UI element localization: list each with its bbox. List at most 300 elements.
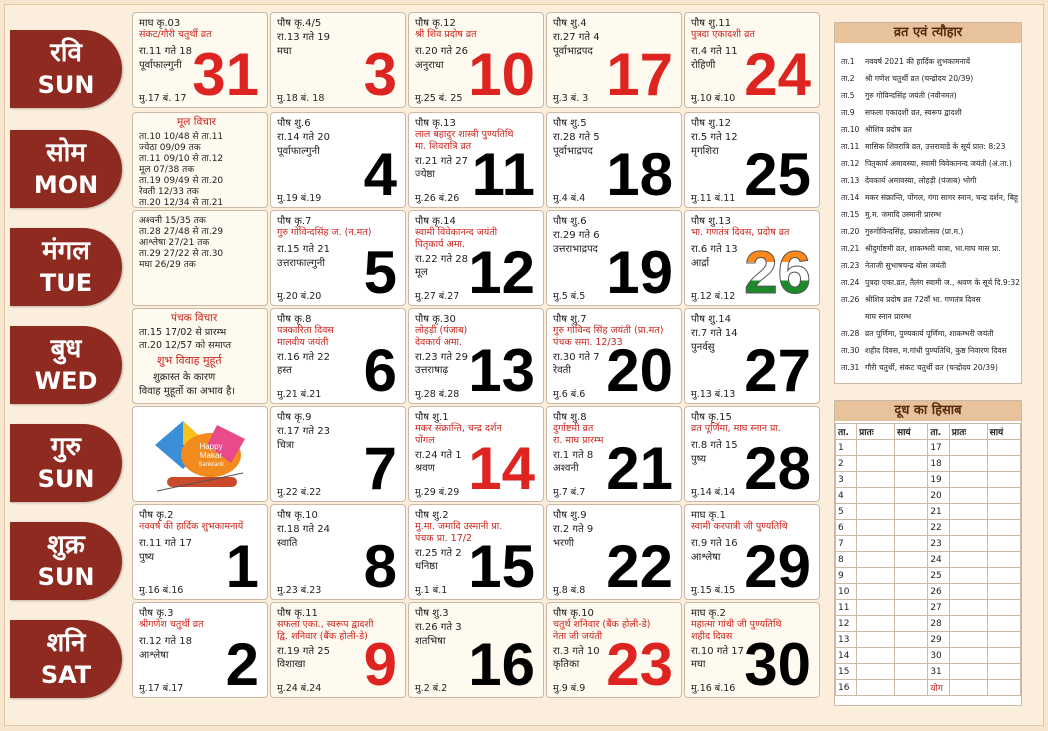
milk-morning-entry[interactable]	[949, 616, 987, 632]
rashi-line: रा.18 गते 24	[277, 524, 330, 535]
mool-title: मूल विचार	[177, 116, 216, 128]
milk-date: 13	[836, 632, 857, 648]
nakshatra: अनुराधा	[415, 60, 444, 71]
festival-name: मु.म. जमादि उस्मानी प्रारम्भ	[865, 210, 942, 219]
mu-ban: मु.20 बं.20	[277, 291, 322, 302]
milk-evening-entry[interactable]	[895, 648, 928, 664]
festival-item	[841, 108, 962, 118]
milk-date: 16	[836, 680, 857, 696]
month-tithi: माघ कृ.1	[691, 510, 726, 521]
milk-evening-entry[interactable]	[987, 440, 1020, 456]
day-tab-mon	[10, 130, 122, 208]
festival-text: स्वामी करपात्री जी पुण्यतिथि	[691, 521, 788, 532]
festival-item	[841, 227, 963, 237]
date-number: 28	[744, 435, 811, 502]
date-number: 21	[606, 435, 673, 502]
milk-date: 2	[836, 456, 857, 472]
milk-date: 8	[836, 552, 857, 568]
festival-name: गुरु गोविन्दसिंह जयंती (नवीनमत)	[865, 91, 957, 100]
milk-morning-entry[interactable]	[949, 680, 987, 696]
month-tithi: पौष कृ.2	[139, 510, 174, 521]
month-tithi: पौष शु.2	[415, 510, 449, 521]
day-english: MON	[33, 171, 99, 199]
day-cell-3[interactable]	[270, 12, 406, 108]
day-cell-19[interactable]	[546, 210, 682, 306]
festival-date: ता.21	[841, 244, 860, 253]
milk-evening-entry[interactable]	[895, 440, 928, 456]
festival-name: श्रीशिव प्रदोष व्रत	[865, 125, 912, 134]
festival-text: चतुर्थ शनिवार (बैंक होली-डे)	[553, 619, 651, 630]
milk-evening-entry[interactable]	[895, 600, 928, 616]
date-number: 13	[468, 337, 535, 404]
milk-date: 10	[836, 584, 857, 600]
festival-name: नववर्ष 2021 की हार्दिक शुभकामनायें	[865, 57, 971, 66]
milk-date: 18	[928, 456, 949, 472]
info-line: ज्येठा 09/09 तक	[139, 143, 201, 153]
milk-morning-entry[interactable]	[949, 488, 987, 504]
date-number: 20	[606, 337, 673, 404]
month-tithi: पौष शु.3	[415, 608, 449, 619]
rashi-line: रा.19 गते 25	[277, 646, 330, 657]
milk-evening-entry[interactable]	[987, 600, 1020, 616]
info-line: ता.20 12/34 से ता.21	[139, 198, 224, 208]
nakshatra: उत्तराफाल्गुनी	[277, 258, 325, 269]
day-english: TUE	[39, 269, 93, 297]
mu-ban: मु.29 बं.29	[415, 487, 460, 498]
milk-evening-entry[interactable]	[987, 616, 1020, 632]
milk-evening-entry[interactable]	[895, 488, 928, 504]
day-cell-7[interactable]	[270, 406, 406, 502]
date-number: 11	[471, 141, 535, 208]
festival-date: ता.26	[841, 295, 860, 304]
mu-ban: मु.28 बं.28	[415, 389, 460, 400]
nakshatra: ज्येष्ठा	[415, 169, 435, 180]
info-line: मूल 07/38 तक	[139, 165, 195, 175]
makar-sankranti-image	[132, 406, 268, 502]
festival-date: ता.12	[841, 159, 860, 168]
milk-date: 21	[928, 504, 949, 520]
milk-date: 4	[836, 488, 857, 504]
info-line: मघा 26/29 तक	[139, 260, 196, 270]
milk-morning-entry[interactable]	[857, 456, 895, 472]
month-tithi: पौष कृ.11	[277, 608, 318, 619]
milk-date: 11	[836, 600, 857, 616]
milk-morning-entry[interactable]	[949, 472, 987, 488]
nakshatra: पूर्वाफाल्गुनी	[277, 146, 320, 157]
milk-evening-entry[interactable]	[895, 568, 928, 584]
day-cell-4[interactable]	[270, 112, 406, 208]
mu-ban: मु.12 बं.12	[691, 291, 736, 302]
nakshatra: रेवती	[553, 365, 571, 376]
festival-text: महात्मा गांधी जी पुण्यतिथि	[691, 619, 782, 630]
festival-item	[841, 210, 941, 220]
day-cell-25[interactable]	[684, 112, 820, 208]
festival-name: श्रीदुर्गाष्टमी व्रत, शाकम्भरी यात्रा, भा.माघ मास प्रा.	[865, 244, 1001, 253]
milk-morning-entry[interactable]	[949, 584, 987, 600]
festival-name: मकर संक्रान्ति, पोंगल, गंगा सागर स्नान, चन्द्र दर्शन, बिहू	[865, 193, 1018, 202]
milk-evening-entry[interactable]	[987, 488, 1020, 504]
date-number: 22	[606, 533, 673, 600]
milk-row	[836, 568, 1021, 584]
milk-evening-entry[interactable]	[895, 456, 928, 472]
day-cell-28[interactable]	[684, 406, 820, 502]
day-cell-5[interactable]	[270, 210, 406, 306]
date-number: 12	[468, 239, 535, 306]
milk-evening-entry[interactable]	[987, 648, 1020, 664]
day-cell-18[interactable]	[546, 112, 682, 208]
mu-ban: मु.21 बं.21	[277, 389, 322, 400]
month-tithi: पौष शु.8	[553, 412, 587, 423]
milk-morning-entry[interactable]	[857, 536, 895, 552]
date-number: 31	[192, 41, 259, 108]
month-tithi: पौष कृ.7	[277, 216, 312, 227]
nakshatra: मघा	[277, 46, 292, 57]
festival-text: श्रीगणेश चतुर्थी व्रत	[139, 619, 204, 630]
date-number: 29	[744, 533, 811, 600]
festival-item	[841, 57, 970, 67]
day-cell-14[interactable]	[408, 406, 544, 502]
nakshatra: शतभिषा	[415, 636, 446, 647]
day-hindi: बुध	[50, 334, 82, 364]
rashi-line: रा.9 गते 16	[691, 538, 738, 549]
day-cell-23[interactable]	[546, 602, 682, 698]
milk-morning-entry[interactable]	[857, 616, 895, 632]
milk-evening-entry[interactable]	[987, 504, 1020, 520]
milk-evening-entry[interactable]	[895, 616, 928, 632]
milk-morning-entry[interactable]	[949, 520, 987, 536]
festival-item	[841, 244, 1001, 254]
day-cell-12[interactable]	[408, 210, 544, 306]
day-cell-8[interactable]	[270, 504, 406, 600]
milk-date: 20	[928, 488, 949, 504]
date-number: 24	[744, 41, 811, 108]
nakshatra: आर्द्रा	[691, 258, 710, 269]
milk-morning-entry[interactable]	[857, 552, 895, 568]
festival-text-2: पंचक प्रा. 17/2	[415, 533, 472, 544]
info-line: ता.28 27/48 से ता.29	[139, 227, 224, 237]
nakshatra: पूर्वाफाल्गुनी	[139, 60, 182, 71]
rashi-line: रा.26 गते 3	[415, 622, 462, 633]
festival-text-2: देवकार्य अमा.	[415, 337, 463, 348]
day-tab-thu	[10, 424, 122, 502]
milk-evening-entry[interactable]	[987, 520, 1020, 536]
milk-morning-entry[interactable]	[949, 536, 987, 552]
milk-morning-entry[interactable]	[949, 648, 987, 664]
festival-name: शहीद दिवस, म.गांधी पुण्यतिथि, कुष्ठ निवारण दिवस	[865, 346, 1007, 355]
month-tithi: पौष शु.4	[553, 18, 587, 29]
day-cell-10[interactable]	[408, 12, 544, 108]
milk-evening-entry[interactable]	[987, 456, 1020, 472]
day-cell-24[interactable]	[684, 12, 820, 108]
milk-evening-entry[interactable]	[895, 680, 928, 696]
milk-morning-entry[interactable]	[857, 632, 895, 648]
vivah-title: शुभ विवाह मुहूर्त	[157, 354, 222, 367]
nakshatra: चित्रा	[277, 440, 295, 451]
day-cell-20[interactable]	[546, 308, 682, 404]
festivals-panel	[834, 22, 1022, 384]
milk-header-cell: प्रातः	[949, 424, 987, 440]
festival-name: श्री गणेश चतुर्थी व्रत (चन्द्रोदय 20/39)	[865, 74, 974, 83]
info-line: विवाह मुहूर्तो का अभाव है।	[139, 386, 236, 397]
mu-ban: मु.3 बं. 3	[553, 93, 589, 104]
rashi-line: रा.28 गते 5	[553, 132, 600, 143]
day-hindi: गुरु	[50, 432, 82, 462]
day-cell-1[interactable]	[132, 504, 268, 600]
day-cell-9[interactable]	[270, 602, 406, 698]
date-number: 27	[744, 337, 811, 404]
rashi-line: रा.7 गते 14	[691, 328, 738, 339]
month-tithi: पौष कृ.4/5	[277, 18, 322, 29]
milk-evening-entry[interactable]	[987, 584, 1020, 600]
date-number: 14	[468, 435, 535, 502]
date-number: 7	[363, 435, 397, 502]
mu-ban: मु.16 बं.16	[691, 683, 736, 694]
day-cell-11[interactable]	[408, 112, 544, 208]
festival-item	[841, 74, 973, 84]
mu-ban: मु.1 बं.1	[415, 585, 448, 596]
festival-text-2: मा. शिवरात्रि व्रत	[415, 141, 472, 152]
milk-evening-entry[interactable]	[895, 520, 928, 536]
festival-date: ता.30	[841, 346, 860, 355]
day-cell-26[interactable]	[684, 210, 820, 306]
mu-ban: मु.9 बं.9	[553, 683, 586, 694]
rashi-line: रा.24 गते 1	[415, 450, 462, 461]
milk-morning-entry[interactable]	[857, 664, 895, 680]
info-line: ता.15 17/02 से प्रारम्भ	[139, 327, 227, 338]
milk-evening-entry[interactable]	[987, 472, 1020, 488]
milk-evening-entry[interactable]	[987, 664, 1020, 680]
day-cell-17[interactable]	[546, 12, 682, 108]
month-tithi: पौष कृ.30	[415, 314, 456, 325]
milk-evening-entry[interactable]	[987, 568, 1020, 584]
day-cell-16[interactable]	[408, 602, 544, 698]
milk-date: 25	[928, 568, 949, 584]
mu-ban: मु.8 बं.8	[553, 585, 586, 596]
milk-morning-entry[interactable]	[857, 648, 895, 664]
day-cell-15[interactable]	[408, 504, 544, 600]
milk-morning-entry[interactable]	[857, 504, 895, 520]
mu-ban: मु.5 बं.5	[553, 291, 586, 302]
milk-morning-entry[interactable]	[949, 440, 987, 456]
festival-date: ता.2	[841, 74, 855, 83]
festival-name: माघ स्नान प्रारम्भ	[865, 312, 912, 321]
rashi-line: रा.2 गते 9	[553, 524, 594, 535]
day-cell-6[interactable]	[270, 308, 406, 404]
festival-text-2: शहीद दिवस	[691, 631, 733, 642]
rashi-line: रा.4 गते 11	[691, 46, 738, 57]
milk-row	[836, 440, 1021, 456]
rashi-line: रा.27 गते 4	[553, 32, 600, 43]
milk-date: 26	[928, 584, 949, 600]
day-tab-sat	[10, 620, 122, 698]
nakshatra: कृतिका	[553, 659, 580, 670]
milk-evening-entry[interactable]	[895, 632, 928, 648]
milk-morning-entry[interactable]	[949, 504, 987, 520]
rashi-line: रा.14 गते 20	[277, 132, 330, 143]
milk-date: 3	[836, 472, 857, 488]
festival-text-2: द्वि. शनिवार (बैंक होली-डे)	[277, 631, 368, 642]
day-tab-fri	[10, 522, 122, 600]
milk-row	[836, 488, 1021, 504]
milk-evening-entry[interactable]	[895, 664, 928, 680]
festival-date: ता.5	[841, 91, 855, 100]
milk-header-cell: सायं	[895, 424, 928, 440]
day-tab-wed	[10, 326, 122, 404]
festival-text: दुर्गाष्टमी व्रत	[553, 423, 594, 434]
month-tithi: माघ कृ.03	[139, 18, 181, 29]
milk-morning-entry[interactable]	[857, 440, 895, 456]
date-number: 1	[225, 533, 259, 600]
month-tithi: पौष शु.5	[553, 118, 587, 129]
month-tithi: पौष शु.6	[553, 216, 587, 227]
festival-text-2: पितृकार्य अमा.	[415, 239, 465, 250]
milk-morning-entry[interactable]	[857, 520, 895, 536]
day-cell-2[interactable]	[132, 602, 268, 698]
nakshatra: मृगशिरा	[691, 146, 719, 157]
festival-date: ता.20	[841, 227, 860, 236]
nakshatra: विशाखा	[277, 659, 306, 670]
milk-morning-entry[interactable]	[857, 584, 895, 600]
milk-evening-entry[interactable]	[895, 552, 928, 568]
milk-morning-entry[interactable]	[949, 664, 987, 680]
nakshatra: पुष्य	[139, 552, 155, 563]
month-tithi: पौष शु.11	[691, 18, 731, 29]
milk-morning-entry[interactable]	[857, 568, 895, 584]
date-number: 5	[363, 239, 397, 306]
milk-evening-entry[interactable]	[987, 680, 1020, 696]
mu-ban: मु.27 बं.27	[415, 291, 460, 302]
milk-date: 5	[836, 504, 857, 520]
month-tithi: पौष कृ.13	[415, 118, 456, 129]
milk-date: 27	[928, 600, 949, 616]
mu-ban: मु.15 बं.15	[691, 585, 736, 596]
rashi-line: रा.3 गते 10	[553, 646, 600, 657]
date-number-tricolor: 26	[744, 239, 811, 306]
festival-item	[841, 142, 1005, 152]
festival-item	[841, 261, 946, 271]
milk-evening-entry[interactable]	[987, 632, 1020, 648]
milk-evening-entry[interactable]	[987, 536, 1020, 552]
date-number: 30	[744, 631, 811, 698]
info-line: ता.19 09/49 से ता.20	[139, 176, 224, 186]
milk-date: 30	[928, 648, 949, 664]
festival-item	[841, 176, 976, 186]
date-number: 23	[606, 631, 673, 698]
milk-header-row	[836, 424, 1021, 440]
day-tab-sun	[10, 30, 122, 108]
festival-item	[841, 295, 981, 305]
milk-morning-entry[interactable]	[949, 600, 987, 616]
milk-row	[836, 680, 1021, 696]
rashi-line: रा.30 गते 7	[553, 352, 600, 363]
rashi-line: रा.12 गते 18	[139, 636, 192, 647]
milk-morning-entry[interactable]	[949, 456, 987, 472]
milk-morning-entry[interactable]	[857, 472, 895, 488]
rashi-line: रा.10 गते 17	[691, 646, 744, 657]
mu-ban: मु.2 बं.2	[415, 683, 448, 694]
milk-evening-entry[interactable]	[987, 552, 1020, 568]
day-cell-31[interactable]	[132, 12, 268, 108]
day-cell-29[interactable]	[684, 504, 820, 600]
milk-morning-entry[interactable]	[949, 552, 987, 568]
day-cell-21[interactable]	[546, 406, 682, 502]
milk-date: 9	[836, 568, 857, 584]
festival-text: मकर संक्रान्ति, चन्द्र दर्शन	[415, 423, 502, 434]
info-line: आश्लेषा 27/21 तक	[139, 238, 210, 248]
rashi-line: रा.5 गते 12	[691, 132, 738, 143]
date-number: 15	[468, 533, 535, 600]
milk-title: दूध का हिसाब	[835, 401, 1021, 421]
nakshatra: पूर्वाभाद्रपद	[553, 146, 593, 157]
month-tithi: पौष कृ.9	[277, 412, 312, 423]
nakshatra: अश्वनी	[553, 463, 579, 474]
festival-text: पत्रकारिता दिवस	[277, 325, 334, 336]
festival-item	[841, 329, 994, 339]
festival-date: ता.9	[841, 108, 855, 117]
mu-ban: मु.10 बं.10	[691, 93, 736, 104]
date-number: 3	[363, 41, 397, 108]
date-number: 6	[363, 337, 397, 404]
rashi-line: रा.23 गते 29	[415, 352, 468, 363]
milk-morning-entry[interactable]	[949, 568, 987, 584]
milk-row	[836, 536, 1021, 552]
nakshatra: भरणी	[553, 538, 574, 549]
milk-morning-entry[interactable]	[949, 632, 987, 648]
month-tithi: पौष शु.6	[277, 118, 311, 129]
rashi-line: रा.25 गते 2	[415, 548, 462, 559]
day-cell-30[interactable]	[684, 602, 820, 698]
month-tithi: पौष शु.14	[691, 314, 731, 325]
info-line: ता.10 10/48 से ता.11	[139, 132, 224, 142]
milk-evening-entry[interactable]	[895, 472, 928, 488]
milk-date: 1	[836, 440, 857, 456]
kite-text-3: Sankranti	[198, 462, 224, 468]
milk-evening-entry[interactable]	[895, 536, 928, 552]
day-cell-22[interactable]	[546, 504, 682, 600]
milk-header-cell: ता.	[928, 424, 949, 440]
day-hindi: मंगल	[42, 236, 90, 266]
kite-text-2: Makar	[199, 451, 223, 460]
date-number: 16	[468, 631, 535, 698]
nakshatra: मघा	[691, 659, 706, 670]
festival-text-2: पोंगल	[415, 435, 435, 446]
nakshatra: हस्त	[277, 365, 292, 376]
nakshatra: पुष्य	[691, 454, 707, 465]
festival-date: ता.10	[841, 125, 860, 134]
day-cell-13[interactable]	[408, 308, 544, 404]
festival-item	[841, 91, 957, 101]
milk-evening-entry[interactable]	[895, 504, 928, 520]
milk-morning-entry[interactable]	[857, 600, 895, 616]
milk-row	[836, 552, 1021, 568]
month-tithi: पौष कृ.14	[415, 216, 456, 227]
nakshatra: आश्लेषा	[691, 552, 721, 563]
milk-evening-entry[interactable]	[895, 584, 928, 600]
milk-account-panel	[834, 400, 1022, 706]
info-line: ता.20 12/57 को समाप्त	[139, 340, 232, 351]
nakshatra: श्रवण	[415, 463, 435, 474]
milk-morning-entry[interactable]	[857, 680, 895, 696]
festival-item	[841, 125, 912, 135]
milk-morning-entry[interactable]	[857, 488, 895, 504]
panchak-vichar-box	[132, 308, 268, 404]
date-number: 18	[606, 141, 673, 208]
day-cell-27[interactable]	[684, 308, 820, 404]
mu-ban: मु.26 बं.26	[415, 193, 460, 204]
rashi-line: रा.16 गते 22	[277, 352, 330, 363]
nakshatra: रोहिणी	[691, 60, 716, 71]
day-tab-tue	[10, 228, 122, 306]
